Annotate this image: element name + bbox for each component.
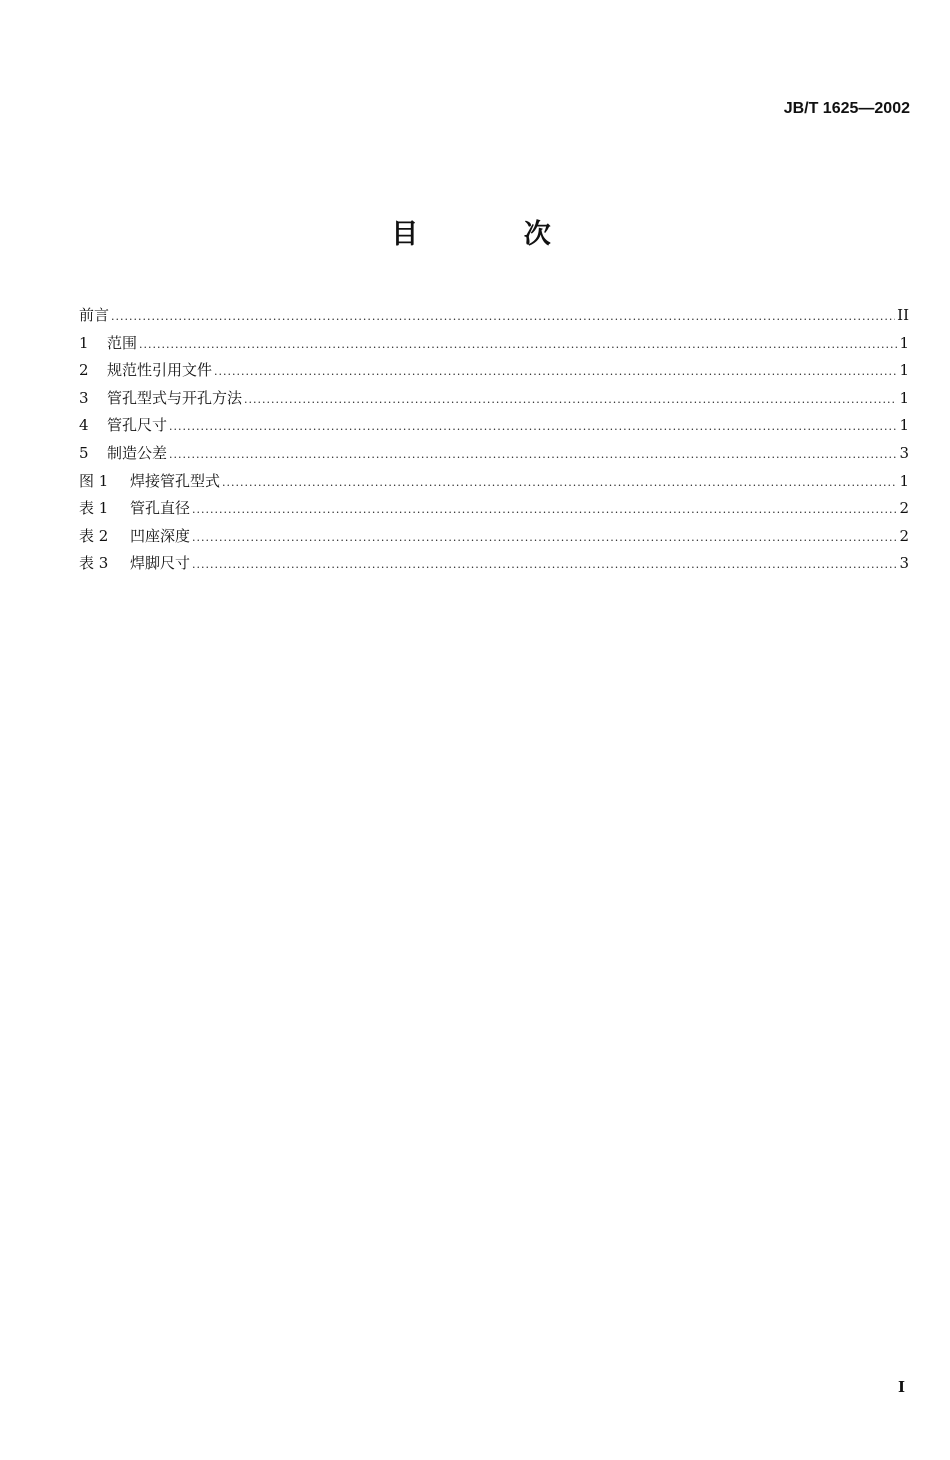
toc-entry-number: 2 (79, 361, 89, 380)
toc-entry-page: 3 (899, 443, 909, 462)
toc-entry-page: 3 (899, 554, 909, 573)
toc-entry-title: 前言 (79, 306, 110, 324)
page-title: 目 次 (391, 219, 599, 250)
toc-entry-page: 1 (899, 333, 909, 352)
toc-entry-page: 1 (899, 388, 909, 407)
toc-leader-dots (169, 441, 897, 469)
toc-entry-title: 制造公差 (107, 443, 168, 462)
toc-entry-number: 图 1 (79, 471, 109, 490)
toc-leader-dots (214, 358, 897, 386)
toc-leader-dots (169, 413, 897, 441)
toc-entry-title: 管孔尺寸 (107, 416, 168, 435)
toc-entry-title: 焊脚尺寸 (130, 554, 191, 573)
table-of-contents (79, 302, 909, 578)
toc-entry-title: 焊接管孔型式 (130, 471, 221, 490)
toc-entry-table-2[interactable] (79, 523, 909, 551)
toc-leader-dots (139, 331, 897, 359)
toc-entry-number: 表 1 (79, 499, 109, 518)
toc-entry-tolerances[interactable] (79, 440, 909, 468)
toc-entry-page: II (897, 306, 909, 324)
toc-entry-number: 4 (79, 416, 89, 435)
toc-leader-dots (192, 551, 897, 579)
toc-entry-title: 管孔型式与开孔方法 (107, 388, 243, 407)
toc-entry-title: 规范性引用文件 (107, 361, 213, 380)
toc-entry-page: 2 (899, 499, 909, 518)
toc-entry-number: 3 (79, 388, 89, 407)
toc-entry-scope[interactable] (79, 330, 909, 358)
toc-leader-dots (111, 303, 895, 331)
toc-leader-dots (192, 524, 897, 552)
toc-entry-page: 1 (899, 416, 909, 435)
toc-entry-hole-dimensions[interactable] (79, 412, 909, 440)
toc-leader-dots (222, 469, 897, 497)
toc-entry-figure-1[interactable] (79, 468, 909, 496)
toc-leader-dots (244, 386, 897, 414)
toc-entry-number: 表 3 (79, 554, 109, 573)
toc-entry-table-1[interactable] (79, 495, 909, 523)
toc-entry-number: 1 (79, 333, 89, 352)
toc-entry-table-3[interactable] (79, 550, 909, 578)
toc-entry-number: 5 (79, 443, 89, 462)
toc-entry-number: 表 2 (79, 526, 109, 545)
standard-code: JB/T 1625—2002 (783, 100, 910, 117)
toc-entry-hole-types[interactable] (79, 385, 909, 413)
toc-entry-page: 1 (899, 361, 909, 380)
toc-entry-title: 范围 (107, 333, 138, 352)
toc-leader-dots (192, 496, 897, 524)
toc-entry-title: 凹座深度 (130, 526, 191, 545)
toc-entry-normative-references[interactable] (79, 357, 909, 385)
toc-entry-page: 2 (899, 526, 909, 545)
toc-entry-page: 1 (899, 471, 909, 490)
toc-entry-foreword[interactable] (79, 302, 909, 330)
page-number: I (897, 1378, 905, 1396)
toc-entry-title: 管孔直径 (130, 499, 191, 518)
